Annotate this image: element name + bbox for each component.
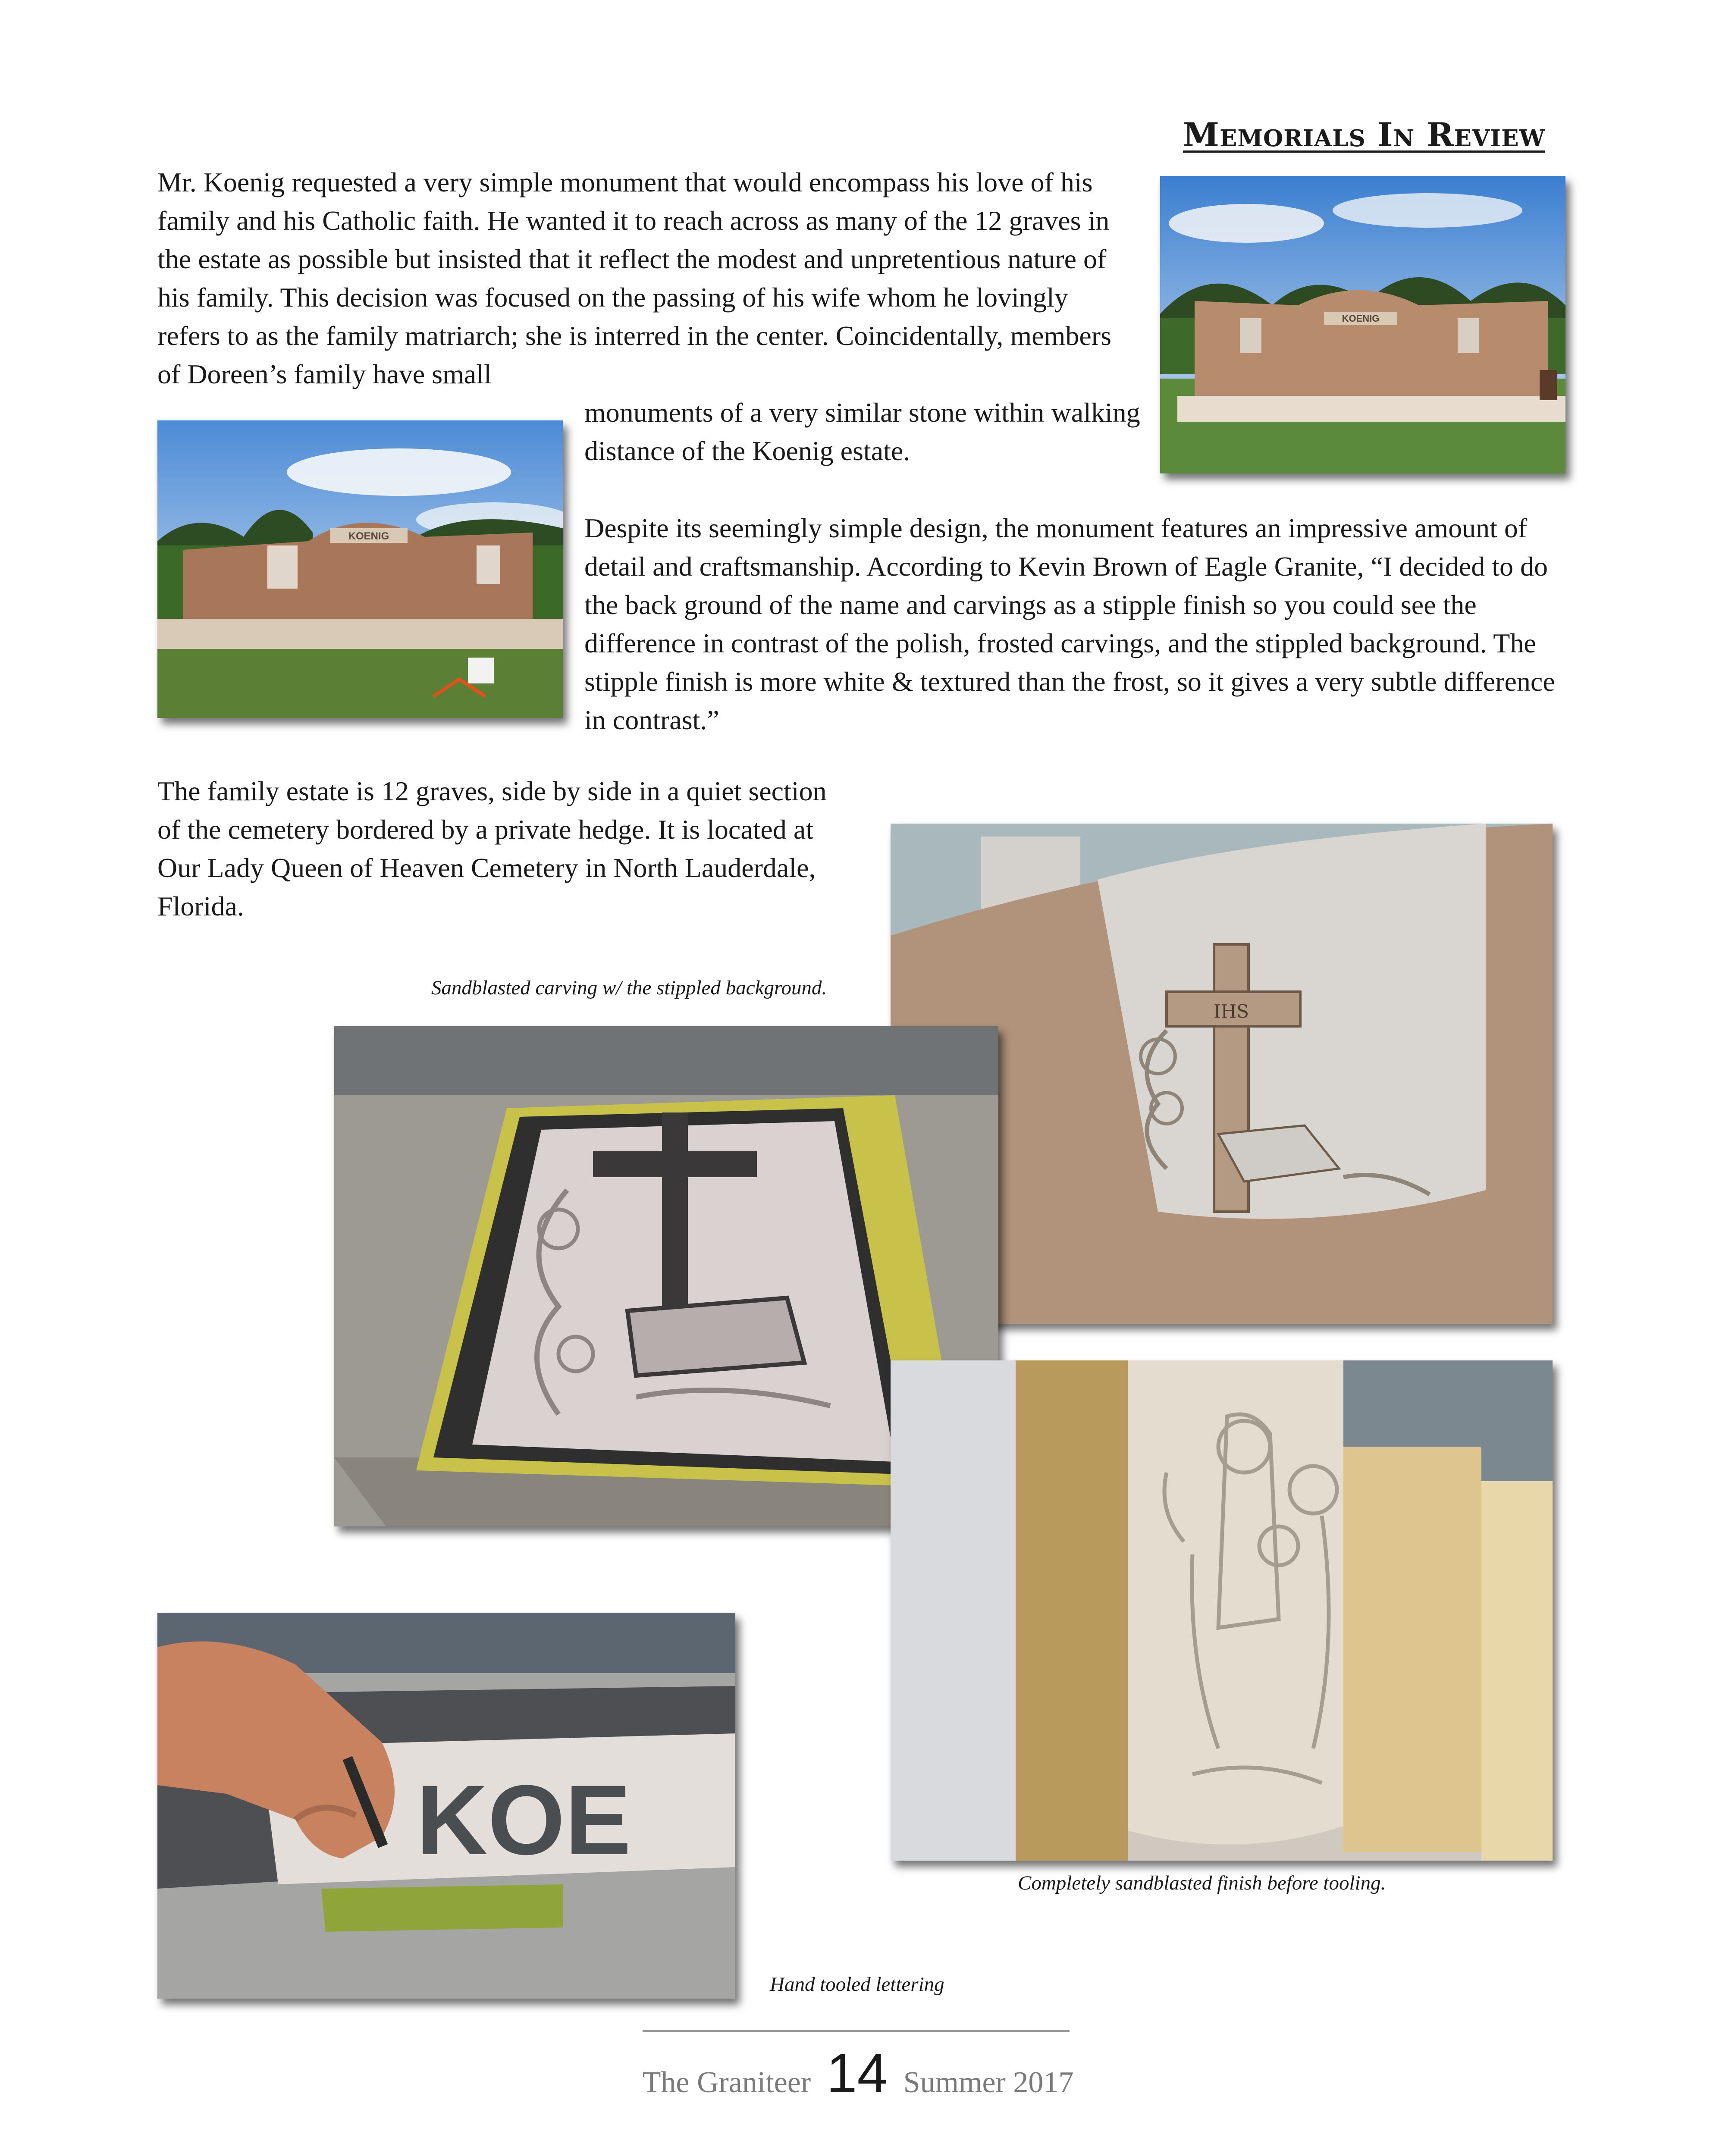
caption-stippled: Sandblasted carving w/ the stippled background. (431, 977, 827, 999)
footer-publication: The Graniteer (642, 2066, 811, 2099)
paragraph-intro-continued: monuments of a very similar stone within walking distance of the Koenig estate. (584, 397, 1140, 466)
caption-hand-tooled: Hand tooled lettering (770, 1973, 944, 1996)
photo-holy-family-panel (891, 1360, 1553, 1861)
monument-inscription-front: KOENIG (348, 530, 389, 542)
monument-inscription-wide: KOENIG (1342, 313, 1380, 324)
photo-monument-front (157, 420, 563, 718)
footer-issue: Summer 2017 (903, 2066, 1074, 2099)
lettering-koe: KOE (416, 1764, 631, 1875)
paragraph-intro: Mr. Koenig requested a very simple monument that would encompass his love of his family and his Catholic faith. He wanted it to reach across as many of the 12 graves in the estate as possible but insisted that it reflect the modest and unpretentious nature of his family. This decision was focused on the passing of his wife whom he lovingly refers to as the family matriarch; she is interred in the center. Coincidentally, members of Doreen’s family have small (157, 167, 1111, 389)
footer-rule (643, 2030, 1070, 2032)
cross-monogram: IHS (1214, 1001, 1249, 1022)
footer-page-number: 14 (826, 2043, 888, 2104)
caption-sandblasted: Completely sandblasted finish before tooling. (1018, 1872, 1386, 1894)
footer (0, 2042, 1716, 2105)
paragraph-estate-location: The family estate is 12 graves, side by side in a quiet section of the cemetery bordered by a private hedge. It is located at Our Lady Queen of Heaven Cemetery in North Lauderdale, Florida. (157, 776, 827, 921)
paragraph-craftsmanship: Despite its seemingly simple design, the monument features an impressive amount of detail and craftsmanship. According to Kevin Brown of Eagle Granite, “I decided to do the back ground of the name and carvings as a stipple finish so you could see the difference in contrast of the polish, frosted carvings, and the stippled background. The stipple finish is more white & textured than the frost, so it gives a very subtle difference in contrast.” (584, 513, 1555, 735)
photo-monument-wide (1160, 176, 1565, 473)
section-title: Memorials In Review (1183, 116, 1545, 154)
photo-hand-tooled-lettering (157, 1613, 735, 1999)
